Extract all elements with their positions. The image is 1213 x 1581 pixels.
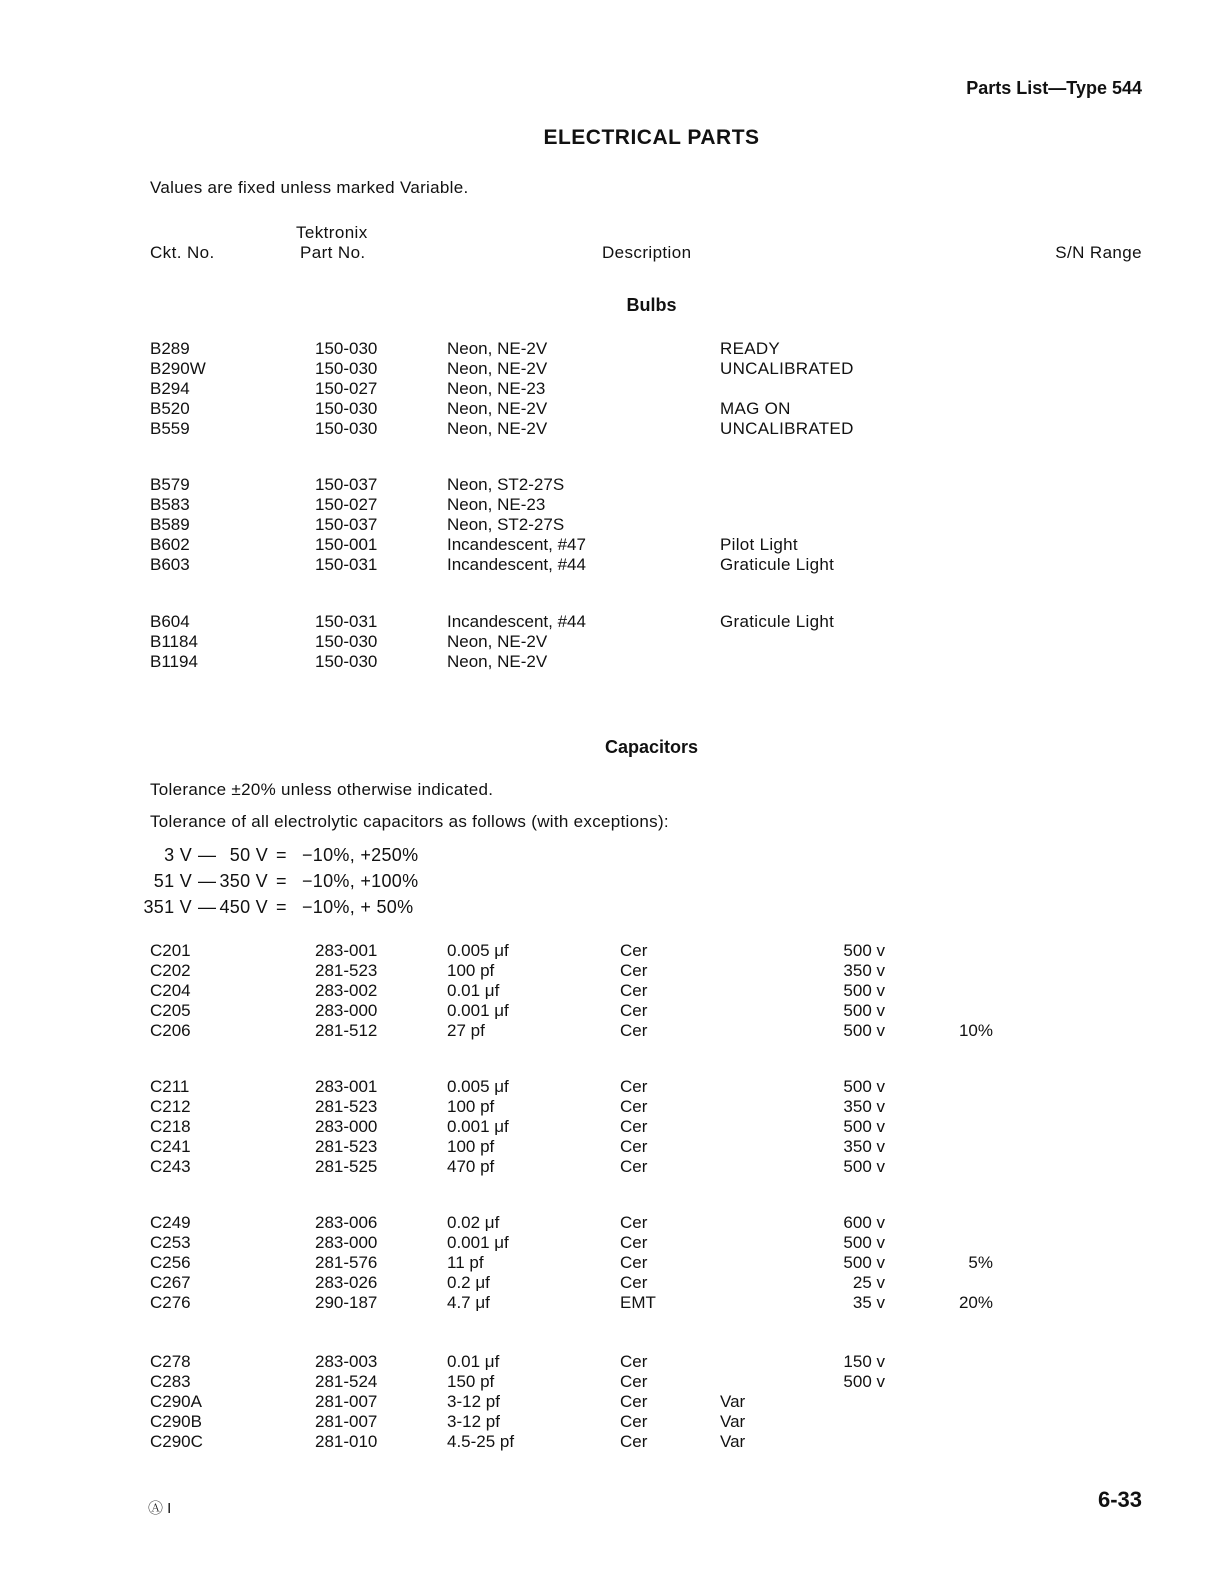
voltage-rating: 350 v	[843, 961, 885, 980]
voltage-rating: 500 v	[843, 1253, 885, 1272]
part-no: 150-037	[315, 475, 378, 494]
ckt-no: B559	[150, 419, 190, 438]
col-head-description: Description	[602, 243, 692, 262]
table-row	[0, 981, 1213, 1001]
ckt-no: C212	[150, 1097, 191, 1116]
part-no: 283-001	[315, 1077, 378, 1096]
part-no: 281-523	[315, 961, 378, 980]
capacitance: 100 pf	[447, 1137, 495, 1156]
part-no: 283-000	[315, 1001, 378, 1020]
dielectric-type: Cer	[620, 1392, 648, 1411]
ckt-no: C290B	[150, 1412, 202, 1431]
tolerance: −10%, +100%	[302, 871, 419, 891]
part-no: 281-524	[315, 1372, 378, 1391]
ckt-no: B583	[150, 495, 190, 514]
part-no: 150-030	[315, 419, 378, 438]
voltage-rating: 500 v	[843, 1233, 885, 1252]
page-title: ELECTRICAL PARTS	[543, 126, 760, 149]
voltage-rating: 25 v	[852, 1273, 885, 1292]
table-row	[0, 1233, 1213, 1253]
table-row	[0, 1352, 1213, 1372]
voltage-rating: 500 v	[843, 1157, 885, 1176]
equals-sign: =	[276, 897, 287, 917]
table-row	[0, 1293, 1213, 1313]
running-header: Parts List—Type 544	[966, 78, 1142, 98]
voltage-rating: 350 v	[843, 1137, 885, 1156]
ckt-no: C201	[150, 941, 191, 960]
voltage-low: 351 V	[143, 897, 192, 917]
section-heading-bulbs: Bulbs	[626, 295, 677, 315]
ckt-no: B289	[150, 339, 190, 358]
part-no: 283-003	[315, 1352, 378, 1371]
part-no: 281-576	[315, 1253, 378, 1272]
table-row	[0, 399, 1213, 419]
part-no: 150-030	[315, 399, 378, 418]
function-note: Graticule Light	[720, 555, 835, 574]
capacitance: 0.005 μf	[447, 941, 509, 960]
table-row	[0, 1157, 1213, 1177]
ckt-no: B589	[150, 515, 190, 534]
function-note: Pilot Light	[720, 535, 798, 554]
table-row	[0, 555, 1213, 575]
dielectric-type: Cer	[620, 1077, 648, 1096]
dielectric-type: Cer	[620, 1097, 648, 1116]
ckt-no: C243	[150, 1157, 191, 1176]
part-no: 281-512	[315, 1021, 378, 1040]
voltage-low: 3 V	[164, 845, 192, 865]
dielectric-type: Cer	[620, 1001, 648, 1020]
table-row	[0, 1021, 1213, 1041]
voltage-rating: 150 v	[843, 1352, 885, 1371]
dielectric-type: Cer	[620, 981, 648, 1000]
publisher-mark: Ⓐ I	[148, 1500, 172, 1517]
part-no: 290-187	[315, 1293, 378, 1312]
part-no: 150-027	[315, 379, 378, 398]
part-no: 283-026	[315, 1273, 378, 1292]
variable-flag: Var	[720, 1412, 746, 1431]
dielectric-type: Cer	[620, 1432, 648, 1451]
table-row	[0, 1432, 1213, 1452]
description: Neon, NE-2V	[447, 652, 548, 671]
part-no: 150-001	[315, 535, 378, 554]
ckt-no: C283	[150, 1372, 191, 1391]
ckt-no: B1194	[150, 652, 198, 671]
table-row	[0, 1001, 1213, 1021]
variable-flag: Var	[720, 1432, 746, 1451]
dash-separator: —	[198, 897, 217, 917]
voltage-rating: 500 v	[843, 941, 885, 960]
tolerance: −10%, + 50%	[302, 897, 414, 917]
voltage-high: 450 V	[219, 897, 268, 917]
voltage-rating: 500 v	[843, 1077, 885, 1096]
part-no: 281-007	[315, 1412, 378, 1431]
description: Neon, NE-2V	[447, 399, 548, 418]
function-note: UNCALIBRATED	[720, 419, 854, 438]
voltage-rating: 600 v	[843, 1213, 885, 1232]
part-no: 150-031	[315, 612, 378, 631]
table-row	[0, 652, 1213, 672]
description: Incandescent, #44	[447, 555, 586, 574]
part-no: 281-007	[315, 1392, 378, 1411]
part-no: 150-037	[315, 515, 378, 534]
ckt-no: C202	[150, 961, 191, 980]
dielectric-type: Cer	[620, 1213, 648, 1232]
voltage-rating: 500 v	[843, 981, 885, 1000]
dielectric-type: Cer	[620, 1372, 648, 1391]
part-no: 150-030	[315, 339, 378, 358]
table-row	[0, 1097, 1213, 1117]
part-no: 283-006	[315, 1213, 378, 1232]
capacitance: 0.01 μf	[447, 981, 500, 1000]
voltage-high: 350 V	[219, 871, 268, 891]
table-row	[0, 359, 1213, 379]
voltage-rating: 350 v	[843, 1097, 885, 1116]
capacitance: 0.001 μf	[447, 1233, 509, 1252]
dielectric-type: Cer	[620, 1273, 648, 1292]
ckt-no: B520	[150, 399, 190, 418]
dielectric-type: Cer	[620, 1352, 648, 1371]
tolerance: 20%	[958, 1293, 993, 1312]
ckt-no: B603	[150, 555, 190, 574]
table-row	[0, 1137, 1213, 1157]
voltage-rating: 35 v	[852, 1293, 885, 1312]
capacitance: 0.001 μf	[447, 1117, 509, 1136]
ckt-no: B294	[150, 379, 190, 398]
table-row	[0, 1372, 1213, 1392]
part-no: 150-027	[315, 495, 378, 514]
voltage-high: 50 V	[229, 845, 268, 865]
part-no: 150-030	[315, 632, 378, 651]
tolerance: 10%	[958, 1021, 993, 1040]
electrolytic-row	[150, 871, 450, 893]
part-no: 283-001	[315, 941, 378, 960]
part-no: 283-000	[315, 1233, 378, 1252]
electrolytic-note: Tolerance of all electrolytic capacitors as follows (with exceptions):	[150, 812, 669, 831]
table-row	[0, 1392, 1213, 1412]
col-head-part-line1: Tektronix	[296, 223, 368, 242]
capacitance: 100 pf	[447, 961, 495, 980]
part-no: 281-525	[315, 1157, 378, 1176]
capacitance: 0.001 μf	[447, 1001, 509, 1020]
description: Neon, NE-23	[447, 379, 546, 398]
dash-separator: —	[198, 845, 217, 865]
table-row	[0, 495, 1213, 515]
dielectric-type: Cer	[620, 961, 648, 980]
function-note: MAG ON	[720, 399, 791, 418]
capacitance: 0.02 μf	[447, 1213, 500, 1232]
equals-sign: =	[276, 845, 287, 865]
table-row	[0, 612, 1213, 632]
part-no: 150-030	[315, 652, 378, 671]
capacitance: 0.005 μf	[447, 1077, 509, 1096]
col-head-sn-range: S/N Range	[1055, 243, 1142, 262]
table-row	[0, 1273, 1213, 1293]
dielectric-type: Cer	[620, 1137, 648, 1156]
ckt-no: C276	[150, 1293, 191, 1312]
dash-separator: —	[198, 871, 217, 891]
ckt-no: C253	[150, 1233, 191, 1252]
part-no: 150-031	[315, 555, 378, 574]
capacitance: 11 pf	[447, 1253, 484, 1272]
description: Neon, NE-2V	[447, 359, 548, 378]
description: Neon, NE-2V	[447, 419, 548, 438]
ckt-no: C218	[150, 1117, 191, 1136]
part-no: 281-010	[315, 1432, 378, 1451]
capacitance: 3-12 pf	[447, 1412, 500, 1431]
dielectric-type: EMT	[620, 1293, 656, 1312]
description: Neon, ST2-27S	[447, 475, 565, 494]
function-note: UNCALIBRATED	[720, 359, 854, 378]
table-row	[0, 379, 1213, 399]
col-head-ckt: Ckt. No.	[150, 243, 215, 262]
ckt-no: C290C	[150, 1432, 203, 1451]
intro-note: Values are fixed unless marked Variable.	[150, 178, 469, 197]
capacitance: 150 pf	[447, 1372, 495, 1391]
tolerance-note: Tolerance ±20% unless otherwise indicated.	[150, 780, 494, 799]
dielectric-type: Cer	[620, 1253, 648, 1272]
table-row	[0, 1117, 1213, 1137]
voltage-rating: 500 v	[843, 1372, 885, 1391]
ckt-no: B290W	[150, 359, 206, 378]
capacitance: 0.01 μf	[447, 1352, 500, 1371]
description: Neon, NE-2V	[447, 632, 548, 651]
ckt-no: C205	[150, 1001, 191, 1020]
ckt-no: B604	[150, 612, 190, 631]
voltage-low: 51 V	[153, 871, 192, 891]
description: Neon, NE-2V	[447, 339, 548, 358]
table-row	[0, 1253, 1213, 1273]
description: Incandescent, #47	[447, 535, 586, 554]
tolerance: −10%, +250%	[302, 845, 419, 865]
dielectric-type: Cer	[620, 941, 648, 960]
capacitance: 4.7 μf	[447, 1293, 490, 1312]
capacitance: 27 pf	[447, 1021, 485, 1040]
description: Neon, ST2-27S	[447, 515, 565, 534]
table-row	[0, 941, 1213, 961]
capacitance: 4.5-25 pf	[447, 1432, 515, 1451]
table-row	[0, 961, 1213, 981]
voltage-rating: 500 v	[843, 1117, 885, 1136]
table-row	[0, 419, 1213, 439]
ckt-no: B579	[150, 475, 190, 494]
dielectric-type: Cer	[620, 1233, 648, 1252]
table-row	[0, 632, 1213, 652]
ckt-no: C267	[150, 1273, 191, 1292]
table-row	[0, 475, 1213, 495]
capacitance: 470 pf	[447, 1157, 495, 1176]
table-row	[0, 339, 1213, 359]
part-no: 281-523	[315, 1097, 378, 1116]
voltage-rating: 500 v	[843, 1021, 885, 1040]
part-no: 150-030	[315, 359, 378, 378]
ckt-no: C249	[150, 1213, 191, 1232]
col-head-part-line2: Part No.	[300, 243, 366, 262]
ckt-no: B1184	[150, 632, 198, 651]
dielectric-type: Cer	[620, 1021, 648, 1040]
part-no: 281-523	[315, 1137, 378, 1156]
capacitance: 0.2 μf	[447, 1273, 490, 1292]
ckt-no: C241	[150, 1137, 191, 1156]
section-heading-capacitors: Capacitors	[604, 737, 699, 757]
dielectric-type: Cer	[620, 1157, 648, 1176]
table-row	[0, 535, 1213, 555]
table-row	[0, 515, 1213, 535]
ckt-no: C256	[150, 1253, 191, 1272]
capacitance: 3-12 pf	[447, 1392, 500, 1411]
capacitance: 100 pf	[447, 1097, 495, 1116]
description: Neon, NE-23	[447, 495, 546, 514]
table-row	[0, 1412, 1213, 1432]
ckt-no: B602	[150, 535, 190, 554]
dielectric-type: Cer	[620, 1412, 648, 1431]
part-no: 283-002	[315, 981, 378, 1000]
ckt-no: C206	[150, 1021, 191, 1040]
electrolytic-row	[150, 845, 450, 867]
ckt-no: C290A	[150, 1392, 202, 1411]
function-note: Graticule Light	[720, 612, 835, 631]
equals-sign: =	[276, 871, 287, 891]
dielectric-type: Cer	[620, 1117, 648, 1136]
electrolytic-row	[143, 897, 450, 919]
table-row	[0, 1213, 1213, 1233]
page-number: 6-33	[1097, 1487, 1142, 1512]
part-no: 283-000	[315, 1117, 378, 1136]
ckt-no: C204	[150, 981, 191, 1000]
ckt-no: C278	[150, 1352, 191, 1371]
function-note: READY	[720, 339, 781, 358]
variable-flag: Var	[720, 1392, 746, 1411]
ckt-no: C211	[150, 1077, 190, 1096]
description: Incandescent, #44	[447, 612, 586, 631]
table-row	[0, 1077, 1213, 1097]
voltage-rating: 500 v	[843, 1001, 885, 1020]
tolerance: 5%	[968, 1253, 993, 1272]
